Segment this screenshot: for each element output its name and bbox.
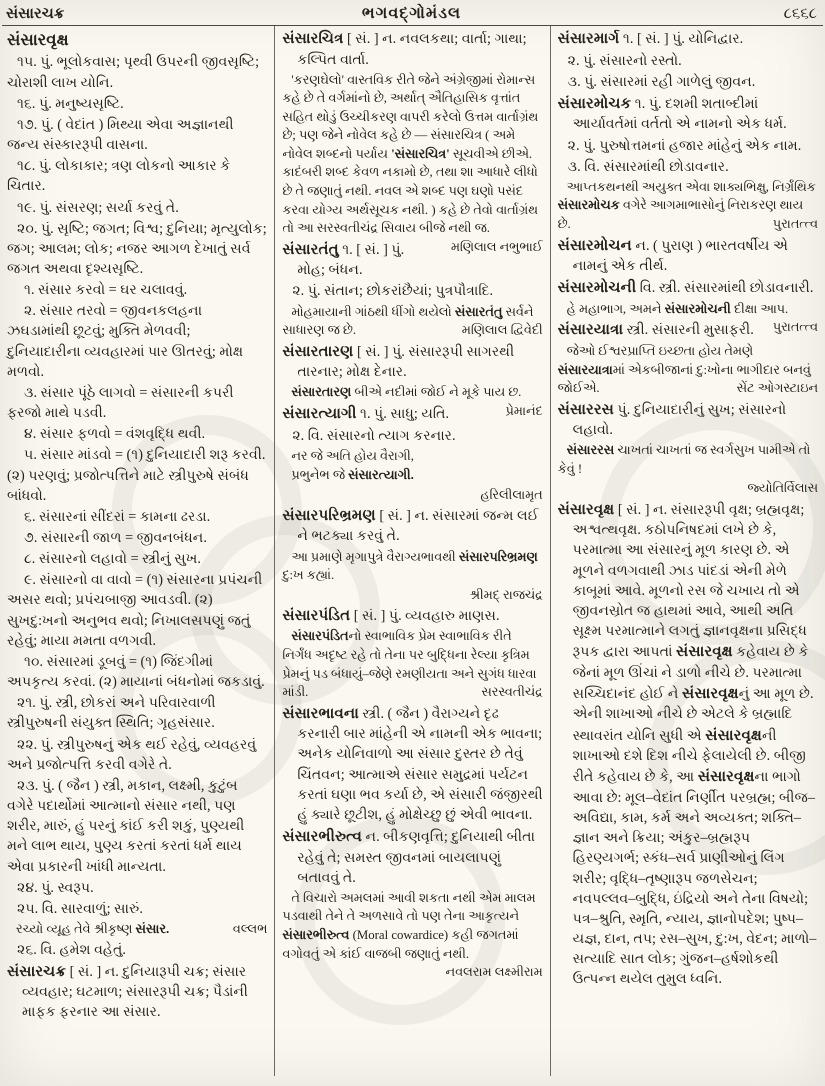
sense-line: ૨. વિ. સંસારનો ત્યાગ કરનાર. xyxy=(292,427,456,444)
headword-bold: સંસારત્યાગી. xyxy=(348,468,414,483)
quotation-line: સંસારતારણ બીએ નદીમાં જોઈ ને મૂકે પાય છ. પ્રેમાનંદ xyxy=(282,383,542,402)
quotation-line: નર જે અતિ હોય વૈરાગી, xyxy=(291,448,414,463)
citation-source: પ્રેમાનંદ xyxy=(505,403,543,418)
headword-bold: 'સંસારચિત્ર' xyxy=(391,146,450,161)
citation-source: શ્રીમદ્ રાજચંદ્ર xyxy=(469,587,543,602)
idiom-line: ૧૦. સંસારમાં ડૂબવું = (૧) જિંદગીમાં અપકૃત્ય કરવાં. (૨) માયાનાં બંધનોમાં જકડાવું. xyxy=(7,653,265,691)
headword-bold: સંસારપંડિત xyxy=(282,606,351,624)
column-1 xyxy=(0,26,274,1076)
sense-line: ૨. પું. સંસારનો રસ્તો. xyxy=(567,52,682,69)
quotation-line: હે મહાભાગ, અમને સંસારમોચની દીક્ષા આપ. પુરાતત્ત્વ xyxy=(558,300,818,319)
headword-bold: સંસારવૃક્ષ xyxy=(682,684,739,702)
sense-line: ૧૭. પું. ( વેદાંત ) મિથ્યા એવા અજ્ઞાનથી જન્ય સંસ્કારરૂપી વાસના. xyxy=(7,116,234,154)
dictionary-entry: સંસારચિત્ર [ સં. ] ન. નવલકથા; વાર્તા; ગાથા; કલ્પિત વાર્તા. xyxy=(282,30,527,68)
continued-headword xyxy=(7,28,267,51)
sense-line: ૧૮. પું. લોકાકાર; ત્રણ લોકનો આકાર કે ચિતાર. xyxy=(7,158,231,195)
dictionary-entry: સંસારપરિભ્રમણ [ સં. ] ન. સંસારમાં જન્મ લઈ ને ભટક્યા કરવું તે. xyxy=(282,506,539,545)
headword-bold: સંસારયાત્રા xyxy=(557,321,624,339)
guide-word: સંસારચક્ર xyxy=(6,6,65,22)
quotation-line: આપ્તકથનથી અયુક્ત એવા શાક્યભિક્ષુ, નિર્ગ્રંથિક સંસારમોચક વગેરે આગમાભાસોનું નિરાકરણ થાય છે. પુરાતત્ત્વ xyxy=(558,178,818,234)
citation-source: સરસ્વતીચંદ્ર xyxy=(481,685,543,700)
idiom-line: ૭. સંસારની જાળ = જીવનબંધન. xyxy=(24,530,207,547)
headword-bold: સંસારભાવના xyxy=(282,704,359,722)
headword-bold: સંસારમોચની xyxy=(664,301,731,316)
headword-bold: સંસારરસ xyxy=(557,400,614,418)
dictionary-entry: સંસારભીરુત્વ ન. બીકણવૃત્તિ; દુનિયાથી બીતા રહેવું તે; સમસ્ત જીવનમાં બાયલાપણું બતાવવું તે. xyxy=(282,828,535,886)
sense-line: ૨૬. વિ. હમેશ વહેતું. xyxy=(17,941,126,958)
citation-source: પુરાતત્ત્વ xyxy=(772,217,818,232)
headword-bold: સંસારપરિભ્રમણ xyxy=(282,506,376,524)
headword-bold: સંસારમોચની xyxy=(557,279,637,297)
dictionary-entry: સંસારવૃક્ષ [ સં. ] ન. સંસારરૂપી વૃક્ષ; બ્રહ્મવૃક્ષ; અશ્વત્થવૃક્ષ. કઠોપનિષદમાં લખે છે કે, પરમાત્મા આ સંસારનું મૂળ કારણ છે. એ મૂળને વળગવાથી ઝાડ પાંદડાં એની મેળે કાબૂમાં આવે. મૂળનો રસ જે ચખાય તો એ જીવનસ્રોત જ હાથમાં આવે, આથી અતિ સૂક્ષ્મ પરમાત્માને લગતું જ્ઞાનવૃક્ષના પ્રસિદ્ધ રૂપક દ્વારા આપતાં સંસારવૃક્ષ કહેવાય છે કે જેનાં મૂળ ઊંચાં ને ડાળો નીચે છે. પરમાત્મા સચ્ચિદાનંદ હોઈ ને સંસારવૃક્ષનું આ મૂળ છે. એની શાખાઓ નીચે છે એટલે કે બ્રહ્માદિ સ્થાવરાંત યોનિ સુધી એ સંસારવૃક્ષની શાખાઓ દશે દિશ નીચે ફેલાયેલી છે. બીજી રીતે કહેવાય છે કે, આ સંસારવૃક્ષના ભાગો આવા છે: મૂલ–વેદાંત નિર્ણીત પરબ્રહ્મ; બીજ–અવિદ્યા, કામ, કર્મ અને અવ્યક્ત; શક્તિ–જ્ઞાન અને ક્રિયા; અંકુર–બ્રહ્મરૂપ હિરણ્યગર્ભ; સ્કંધ–સર્વ પ્રાણીઓનું લિંગ શરીર; વૃદ્ધિ–તૃષ્ણારૂપ જળસેચન; નવપલ્લવ–બુદ્ધિ, ઇંદ્રિયો અને તેના વિષયો; પત્ર–શ્રુતિ, સ્મૃતિ, ન્યાય, જ્ઞાનોપદેશ; પુષ્પ–યજ્ઞ, દાન, તપ; રસ–સુખ, દુ:ખ, વેદન; માળો–સત્યાદિ સાત લોક; ગુંજન–હર્ષશોકથી ઉત્પન્ન થયેલ તુમુલ ધ્વનિ. xyxy=(557,500,817,988)
sense-line: ૩. પું. સંસારમાં રહી ગાળેલું જીવન. xyxy=(567,73,756,90)
dictionary-entry: સંસારત્યાગી ૧. પું. સાધુ; યતિ. xyxy=(282,404,450,422)
book-title: ભગવદ્ગોમંડલ xyxy=(361,5,462,22)
headword-bold: સંસારવૃક્ષ xyxy=(705,726,762,744)
dictionary-entry: સંસારતારણ [ સં. ] પું. સંસારરૂપી સાગરથી તારનાર; મોક્ષ દેનાર. xyxy=(282,342,515,381)
sense-line: ૧૯. પું. સંસરણ; સર્યા કરવું તે. xyxy=(17,199,179,216)
sense-line: ૨૧. પું. સ્ત્રી, છોકરાં અને પરિવારવાળી સ્ત્રીપુરુષની સંયુક્ત સ્થિતિ; ગૃહસંસાર. xyxy=(7,695,216,732)
citation-source: જ્યોતિર્વિલાસ xyxy=(747,481,818,496)
citation-source: હરિલીલામૃત xyxy=(480,487,543,502)
headword-bold: સંસાર. xyxy=(135,921,170,936)
sense-line: ૨. પું. પુરુષોત્તમનાં હજાર માંહેનું એક નામ. xyxy=(567,137,802,154)
headword-bold: સંસારતારણ xyxy=(291,385,352,400)
sense-line: ૩. વિ. સંસારમાંથી છોડાવનાર. xyxy=(567,158,729,175)
header-rule xyxy=(2,25,823,26)
dictionary-entry: સંસારમોચક ૧. પું. દશમી શતાબ્દીમાં આર્યાવર્તમાં વર્તતો એ નામનો એક ધર્મ. xyxy=(557,94,787,133)
column-2 xyxy=(274,26,549,1076)
sense-line: ૨૨. પું. સ્ત્રીપુરુષનું એક થઈ રહેવું, વ્યવહરવું અને પ્રજોત્પત્તિ કરવી વગેરે તે. xyxy=(7,736,257,773)
column-3 xyxy=(550,26,825,1076)
sense-line: ૨. પું. સંતાન; છોકરાંછૈયાં; પુત્રપૌત્રાદિ. xyxy=(292,283,494,300)
citation-source: મણિલાલ નભુભાઈ xyxy=(450,239,543,254)
sense-line: ૧૬. પું. મનુષ્યસૃષ્ટિ. xyxy=(17,95,124,112)
headword-bold: સંસારમાર્ગ xyxy=(557,30,620,47)
headword-bold: સંસારચક્ર xyxy=(7,962,67,980)
idiom-line: ૨. સંસાર તરવો = જીવનકલહના ઝઘડામાંથી છૂટવું; મુક્તિ મેળવવી; દુનિયાદારીના વ્યવહારમાં પાર ઊતરવું; મોક્ષ મળવો. xyxy=(7,303,244,380)
quotation-line: 'કરણઘેલો' વાસ્તવિક રીતે જેને અંગ્રેજીમાં રોમાન્સ કહે છે તે વર્ગમાંનો છે, અર્થાત્ ઐતિહાસિક વૃત્તાંત સહિત થોડું ઉચ્ચીકરણ વાપરી કરેલો ઉત્તમ વાર્તાગ્રંથ છે; પણ જેને નોવેલ કહે છે — સંસારચિત્ર ( અમે નોવેલ શબ્દનો પર્યાય 'સંસારચિત્ર' સૂચવીએ છીએ. કાદંબરી શબ્દ કેવળ નકામો છે, તથા શા આધારે લીધો છે તે જણાતું નથી. નવલ એ શબ્દ પણ ઘણો પસંદ કરવા યોગ્ય અર્થસૂચક નથી. ) કહે છે તેવો વાર્તાગ્રંથ તો આ સરસ્વતીચંદ્ર સિવાય બીજે નથી જ. મણિલાલ નભુભાઈ xyxy=(282,71,542,238)
idiom-line: ૪. સંસાર ફળવો = વંશવૃદ્ધિ થવી. xyxy=(24,426,206,443)
idiom-line: ૫. સંસાર માંડવો = (૧) દુનિયાદારી શરૂ કરવી. (૨) પરણવું; પ્રજોત્પત્તિને માટે સ્ત્રીપુરુષે સંબંધ બાંધવો. xyxy=(7,447,266,504)
quotation-line: સંસારરસ ચાખતાં ચાખતાં જ સ્વર્ગસુખ પામીએ તો કેવું ! xyxy=(557,443,811,476)
citation-source: પુરાતત્ત્વ xyxy=(772,320,818,335)
sense-line: ૧૫. પું. ભૂલોકવાસ; પૃથ્વી ઉપરની જીવસૃષ્ટિ; ચોરાશી લાખ યોનિ. xyxy=(7,54,260,91)
headword-bold: સંસારતારણ xyxy=(282,342,354,360)
dictionary-entry: સંસારમોચની વિ. સ્ત્રી. સંસારમાંથી છોડાવનારી. xyxy=(557,279,814,297)
headword-bold: સંસારવૃક્ષ xyxy=(676,643,733,661)
headword-bold: સંસારતંતુ xyxy=(282,240,339,258)
citation-source: મણિલાલ દ્વિવેદી xyxy=(461,323,543,338)
quotation-line: સંસારપંડિતનો સ્વાભાવિક પ્રેમ સ્વાભાવિક રીતે નિર્ગંધ અદૃષ્ટ રહે તો તેના પર બુદ્ધિના રેલ્યા કૃત્રિમ પ્રેમનું પડ બંધાયું–જેણે રમણીયતા અને સુગંધ ધારવા માંડી. સરસ્વતીચંદ્ર xyxy=(282,627,542,701)
headword-bold: સંસારભીરુત્વ xyxy=(282,928,350,942)
citation-source: સેંટ ઓગસ્ટાઇન xyxy=(736,381,818,396)
dictionary-entry: સંસારતંતુ ૧. [ સં. ] પું. મોહ; બંધન. xyxy=(282,240,405,279)
dictionary-entry: સંસારમોચન ન. ( પુરાણ ) ભારતવર્ષીય એ નામનું એક તીર્થ. xyxy=(557,236,789,275)
quotation-line: પ્રભુનેભ જે સંસારત્યાગી. xyxy=(291,468,414,483)
idiom-line: ૬. સંસારનાં સીંદરાં = કામના ઢરડા. xyxy=(24,508,211,525)
dictionary-entry: સંસારપંડિત [ સં. ] પું. વ્યવહારુ માણસ. xyxy=(282,606,500,624)
dictionary-entry: સંસારયાત્રા સ્ત્રી. સંસારની મુસાફરી. xyxy=(557,321,754,339)
headword-bold: સંસારમોચન xyxy=(557,236,632,254)
quotation-line: જેઓ ઈશ્વરપ્રાપ્તિ ઇચ્છતા હોય તેમણે સંસારયાત્રામાં એકબીજાનાં દુ:ખોના ભાગીદાર બનવું જોઈએ. સેંટ ઓગસ્ટાઇન xyxy=(558,342,818,398)
dictionary-entry: સંસારમાર્ગ ૧. [ સં. ] પું. યોનિદ્વાર. xyxy=(557,30,744,47)
headword-bold: સંસારરસ xyxy=(566,443,615,458)
headword-bold: સંસારપરિભ્રમણ xyxy=(458,549,538,564)
sense-line: ૨૩. પું. ( જૈન ) સ્ત્રી, મકાન, લક્ષ્મી, કુટુંબ વગેરે પદાર્થોમાં આત્માનો સંસાર નથી, પણ શરીર, મારું, હું પરનું કાંઈ કરી શકું, પુણ્યથી મને લાભ થાય, પુણ્ય કરતાં કરતાં ધર્મ થાય એવા પ્રકારની ખાંધી માન્યતા. xyxy=(7,777,245,875)
headword-bold: સંસારપંડિત xyxy=(291,629,349,644)
quotation-line: તે વિચારો અમલમાં આવી શકતા નથી એમ માલમ પડવાથી તેને તે અળસાવે તો પણ તેના આકૃત્યને સંસારભીરુત્વ (Moral cowardice) કહી જગતમાં વગોવતું એ કાંઈ વાજબી જણાતું નથી. નવલરામ લક્ષ્મીરામ xyxy=(282,889,542,963)
sense-line: ૨૫. વિ. સારવાળું; સારું. xyxy=(17,900,143,917)
sense-line: ૨૪. પું. સ્વરૂપ. xyxy=(17,879,94,896)
headword-bold: સંસારતંતુ xyxy=(454,304,503,319)
headword-bold: સંસારવૃક્ષ xyxy=(7,30,69,49)
dictionary-entry: સંસારચક્ર [ સં. ] ન. દુનિયારૂપી ચક્ર; સંસાર વ્યવહાર; ઘટમાળ; સંસારરૂપી ચક્ર; પૈડાંની માફક ફરનાર આ સંસાર. xyxy=(7,962,248,1021)
sense-line: ૨૦. પું. સૃષ્ટિ; જગત; વિશ્વ; દુનિયા; મૃત્યુલોક; જગ; આલમ; લોક; નજર આગળ દેખાતું સર્વ જગત અથવા દૃશ્યસૃષ્ટિ. xyxy=(7,220,267,277)
headword-bold: સંસારયાત્રા xyxy=(557,362,613,377)
quotation-line: રચ્યો વ્યૂહ તેવે શ્રીકૃષ્ણ સંસાર. વલ્લભ xyxy=(7,920,267,939)
idiom-line: ૧. સંસાર કરવો = ઘર ચલાવવું. xyxy=(24,282,188,299)
quotation-line: મોહમાયાની ગાંઠથી ધીંગો થયેલો સંસારતંતુ સર્વને સાધારણ જ છે. મણિલાલ દ્વિવેદી xyxy=(282,303,542,340)
headword-bold: સંસારવૃક્ષ xyxy=(697,768,755,786)
quotation-line: આ પ્રમાણે મૃગાપુત્રે વૈરાગ્યભાવથી સંસારપરિભ્રમણ દુ:ખ કહ્યાં. xyxy=(282,549,538,583)
idiom-line: ૯. સંસારનો વા વાવો = (૧) સંસારના પ્રપંચની અસર થવો; પ્રપંચબાજી આવડવી. (૨) સુખદુ:ખનો અનુભવ થવો; નિખાલસપણું જતું રહેવું; માયા મમતા વળગવી. xyxy=(7,572,263,649)
idiom-line: ૩. સંસાર પૂંઠે લાગવો = સંસારની કપરી ફરજો માથે પડવી. xyxy=(7,384,234,422)
page-header xyxy=(0,0,825,24)
page-number: ૮૬૬૮ xyxy=(783,6,817,22)
dictionary-entry: સંસારરસ પું. દુનિયાદારીનું સુખ; સંસારનો લહાવો. xyxy=(557,400,787,439)
headword-bold: સંસારભીરુત્વ xyxy=(282,828,362,846)
headword-bold: સંસારવૃક્ષ xyxy=(557,500,615,518)
headword-bold: સંસારચિત્ર xyxy=(282,30,344,47)
headword-bold: સંસારત્યાગી xyxy=(282,404,357,422)
dictionary-entry: સંસારભાવના સ્ત્રી. ( જૈન ) વૈરાગ્યને દૃઢ કરનારી બાર માંહેની એ નામની એક ભાવના; અનેક યોનિવાળો આ સંસાર દુસ્તર છે તેવું ચિંતવન; આત્માએ સંસાર સમુદ્રમાં પર્યટન કરતાં ઘણા ભવ કર્યા છે, એ સંસારી જંજીરથી હું ક્યારે છૂટીશ, હું મોક્ષેચ્છુ છું એવી ભાવના. xyxy=(282,704,543,823)
text-columns xyxy=(0,26,825,1076)
headword-bold: સંસારમોચક xyxy=(557,198,620,213)
headword-bold: સંસારમોચક xyxy=(557,94,632,112)
citation-source: નવલરામ લક્ષ્મીરામ xyxy=(445,965,543,980)
citation-source: વલ્લભ xyxy=(232,921,268,936)
idiom-line: ૮. સંસારનો લહાવો = સ્ત્રીનું સુખ. xyxy=(24,551,201,568)
